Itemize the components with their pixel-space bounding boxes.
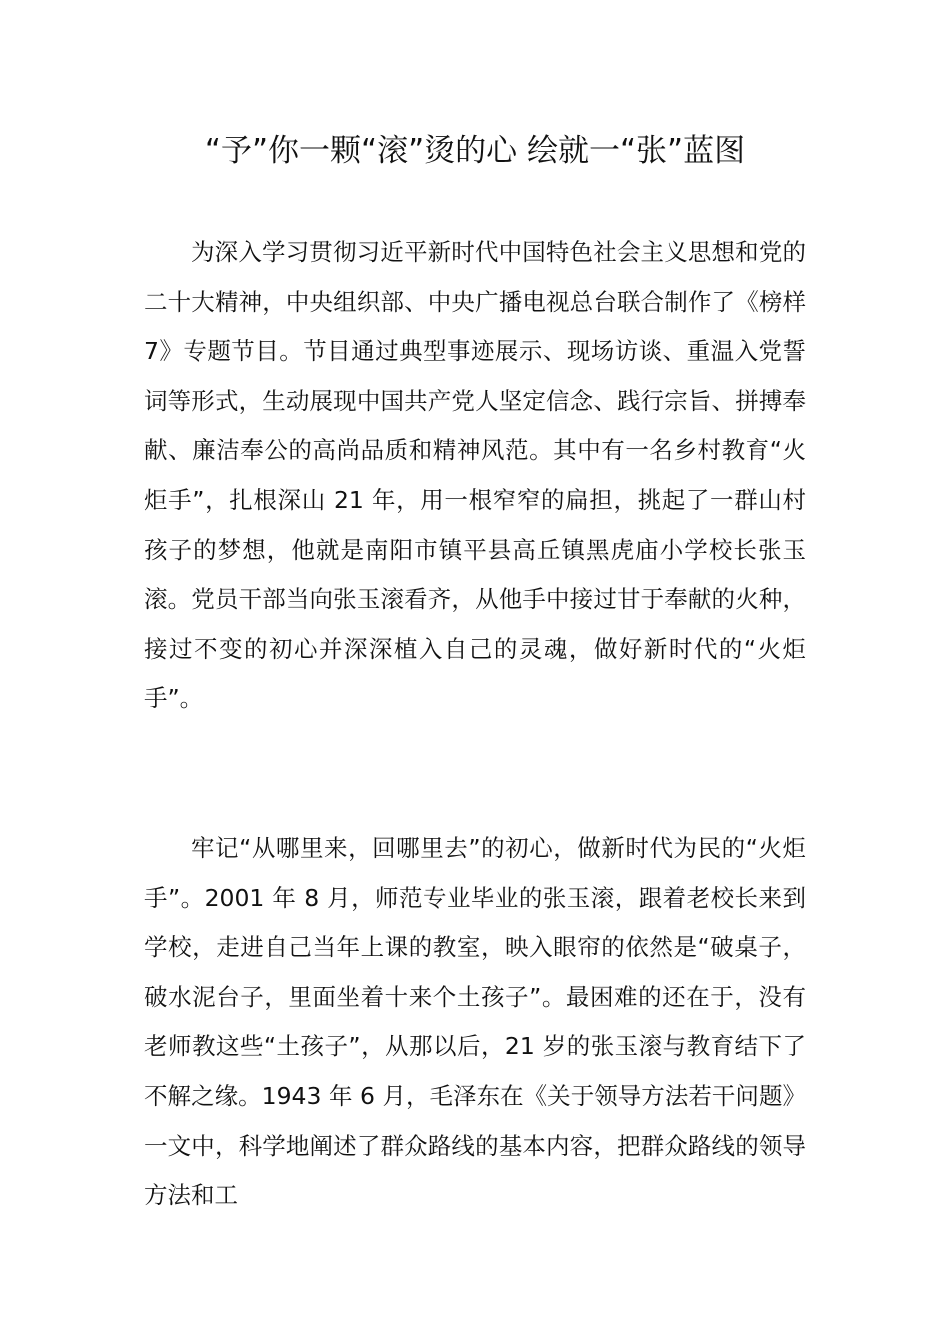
paragraph-2: 牢记“从哪里来，回哪里去”的初心，做新时代为民的“火炬手”。2001 年 8 月，师范专业毕业的张玉滚，跟着老校长来到学校，走进自己当年上课的教室，映入眼帘的依然是“破桌子，破水泥台子，里面坐着十来个土孩子”。最困难的还在于，没有老师教这些“土孩子”，从那以后，21 岁的张玉滚与教育结下了不解之缘。1943 年 6 月，毛泽东在《关于领导方法若干问题》一文中，科学地阐述了群众路线的基本内容，把群众路线的领导方法和工 [144, 834, 806, 1210]
paragraph-1: 为深入学习贯彻习近平新时代中国特色社会主义思想和党的二十大精神，中央组织部、中央广播电视总台联合制作了《榜样 7》专题节目。节目通过典型事迹展示、现场访谈、重温入党誓词等形式，生动展现中国共产党人坚定信念、践行宗旨、拼搏奉献、廉洁奉公的高尚品质和精神风范。其中有一名乡村教育“火炬手”，扎根深山 21 年，用一根窄窄的扁担，挑起了一群山村孩子的梦想，他就是南阳市镇平县高丘镇黑虎庙小学校长张玉滚。党员干部当向张玉滚看齐，从他手中接过甘于奉献的火种，接过不变的初心并深深植入自己的灵魂，做好新时代的“火炬手”。 [144, 238, 806, 713]
document-title: “予”你一颗“滚”烫的心 绘就一“张”蓝图 [204, 133, 746, 169]
